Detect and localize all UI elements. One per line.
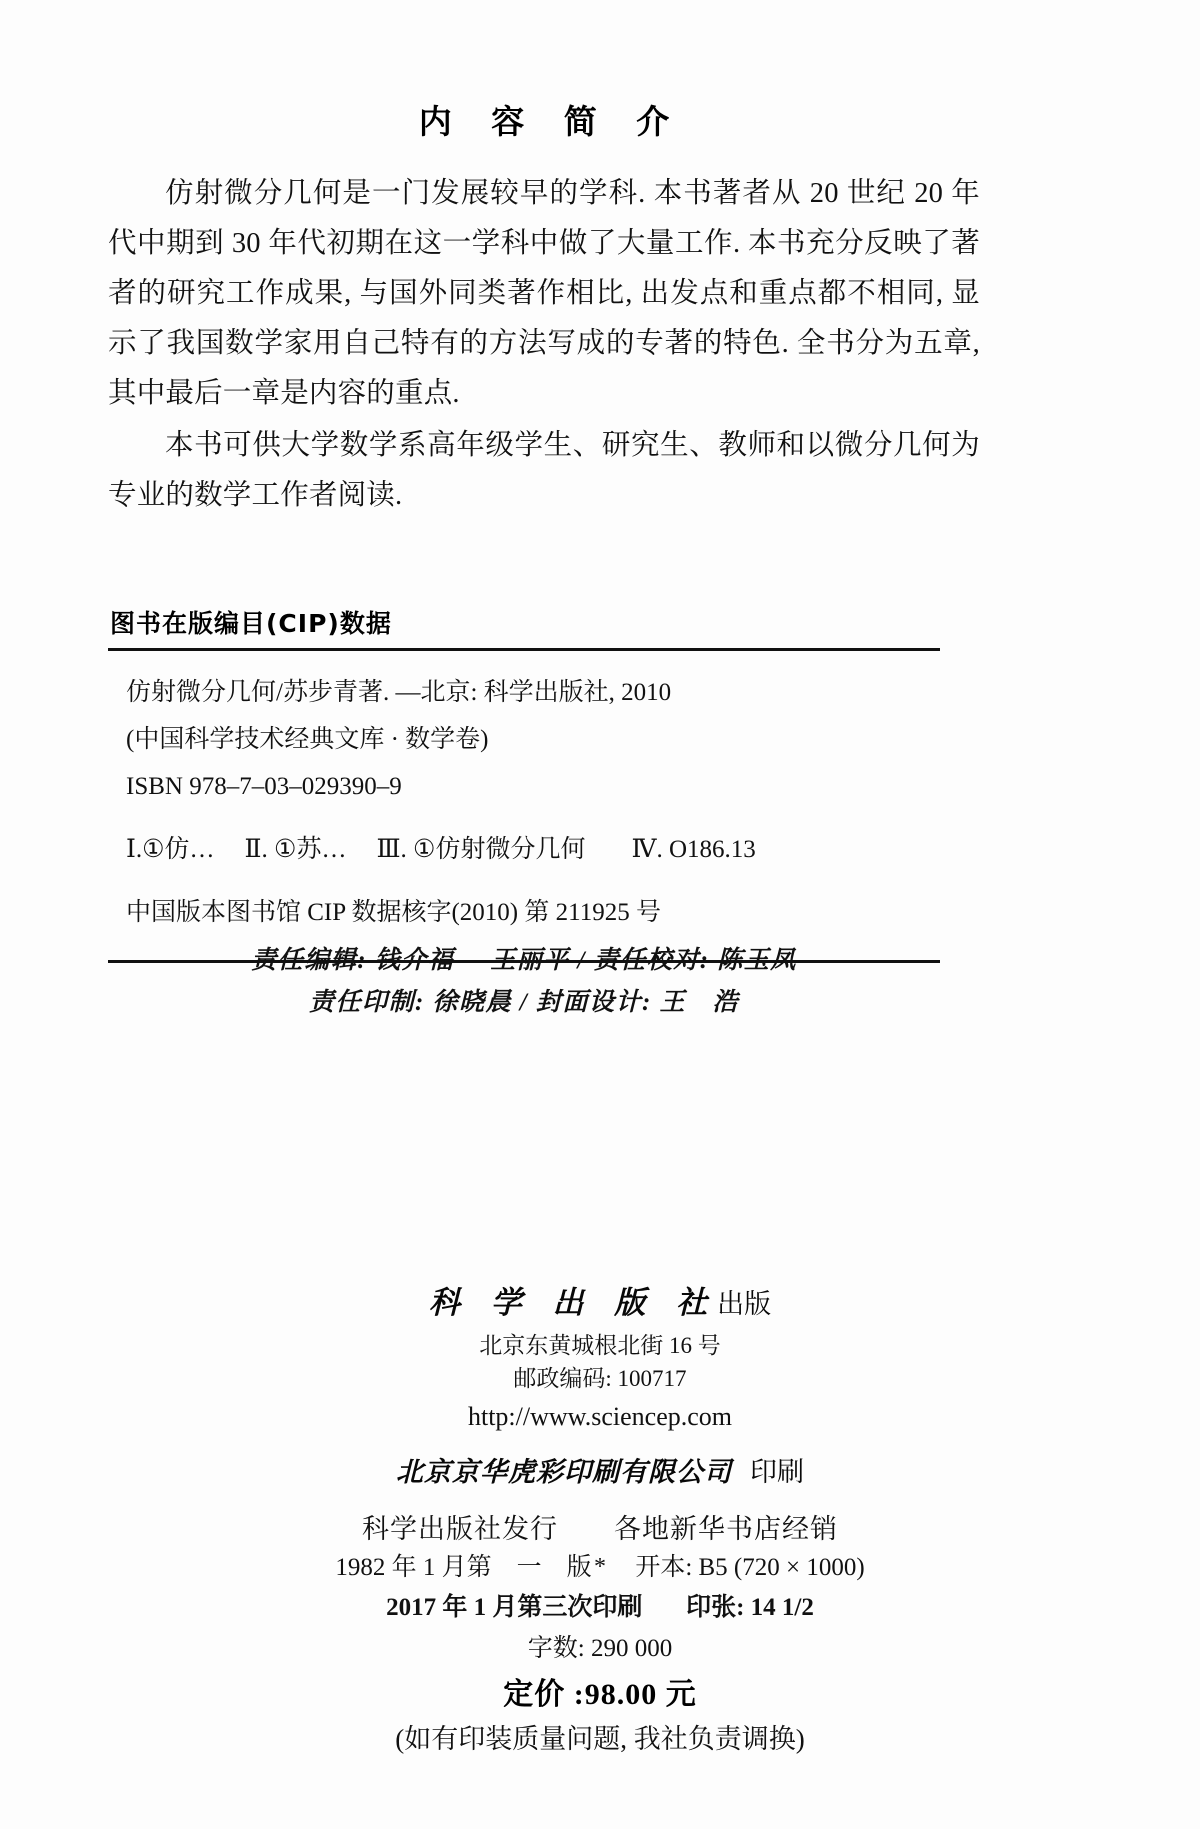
edition-row	[0, 1548, 1200, 1588]
publisher-name: 科 学 出 版 社	[428, 1285, 718, 1321]
book-format: 开本: B5 (720 × 1000)	[635, 1554, 865, 1581]
impression-row	[0, 1588, 1200, 1628]
separator-asterisk: *	[594, 1554, 606, 1580]
imprint-section	[0, 1282, 1200, 1584]
cip-archive-number: 中国版本图书馆 CIP 数据核字(2010) 第 211925 号	[126, 899, 661, 926]
abstract-paragraph: 本书可供大学数学系高年级学生、研究生、教师和以微分几何为专业的数学工作者阅读.	[108, 430, 980, 511]
cip-class-part-1: Ⅰ.①仿…	[126, 836, 215, 863]
cip-class-part-4: Ⅳ. O186.13	[631, 836, 756, 863]
publisher-verb: 出版	[717, 1289, 772, 1319]
exchange-note: (如有印装质量问题, 我社负责调换)	[395, 1724, 805, 1754]
publisher-address: 北京东黄城根北街 16 号	[479, 1333, 721, 1358]
publisher-postcode: 邮政编码: 100717	[513, 1366, 687, 1391]
credit-responsible-editor: 责任编辑: 钱介福	[251, 947, 455, 974]
printer-line	[0, 1451, 1200, 1494]
abstract-section	[108, 96, 980, 521]
cip-isbn: ISBN 978–7–03–029390–9	[126, 773, 402, 800]
printer-name: 北京京华虎彩印刷有限公司	[396, 1457, 732, 1488]
price-label: 定价 :98.00 元	[503, 1678, 697, 1711]
publisher-line	[0, 1282, 1200, 1325]
word-count: 字数: 290 000	[527, 1635, 673, 1662]
cip-class-part-3: Ⅲ. ①仿射微分几何	[376, 836, 586, 863]
credit-production-line: 责任印制: 徐晓晨 / 封面设计: 王 浩	[308, 989, 740, 1016]
cip-series: (中国科学技术经典文库 · 数学卷)	[126, 726, 489, 753]
abstract-title: 内 容 简 介	[418, 102, 684, 141]
credit-proofreader: 王丽平 / 责任校对: 陈玉凤	[490, 947, 797, 974]
cip-title-author: 仿射微分几何/苏步青著. —北京: 科学出版社, 2010	[126, 679, 672, 706]
cip-body	[108, 651, 940, 946]
printing-details-section	[0, 1548, 1200, 1760]
distribution-line: 科学出版社发行 各地新华书店经销	[362, 1514, 838, 1544]
publisher-url[interactable]: http://www.sciencep.com	[467, 1402, 733, 1431]
credit-editor-line	[108, 940, 940, 982]
cip-section	[108, 604, 940, 963]
impression-date: 2017 年 1 月第三次印刷	[386, 1594, 643, 1621]
abstract-paragraph: 仿射微分几何是一门发展较早的学科. 本书著者从 20 世纪 20 年代中期到 30 年代初期在这一学科中做了大量工作. 本书充分反映了著者的研究工作成果, 与国外同类著作相比, 出发点和重点都不相同, 显示了我国数学家用自己特有的方法写成的专著的特色. 全书分为五章, 其中最后一章是内容的重点.	[108, 178, 980, 409]
print-sheets: 印张: 14 1/2	[686, 1594, 814, 1621]
credits-section	[108, 940, 940, 1024]
edition-date: 1982 年 1 月第 一 版	[335, 1554, 592, 1581]
cip-class-part-2: Ⅱ. ①苏…	[244, 836, 347, 863]
cip-heading: 图书在版编目(CIP)数据	[110, 609, 392, 638]
cip-classification	[126, 826, 940, 873]
printer-verb: 印刷	[750, 1457, 804, 1487]
